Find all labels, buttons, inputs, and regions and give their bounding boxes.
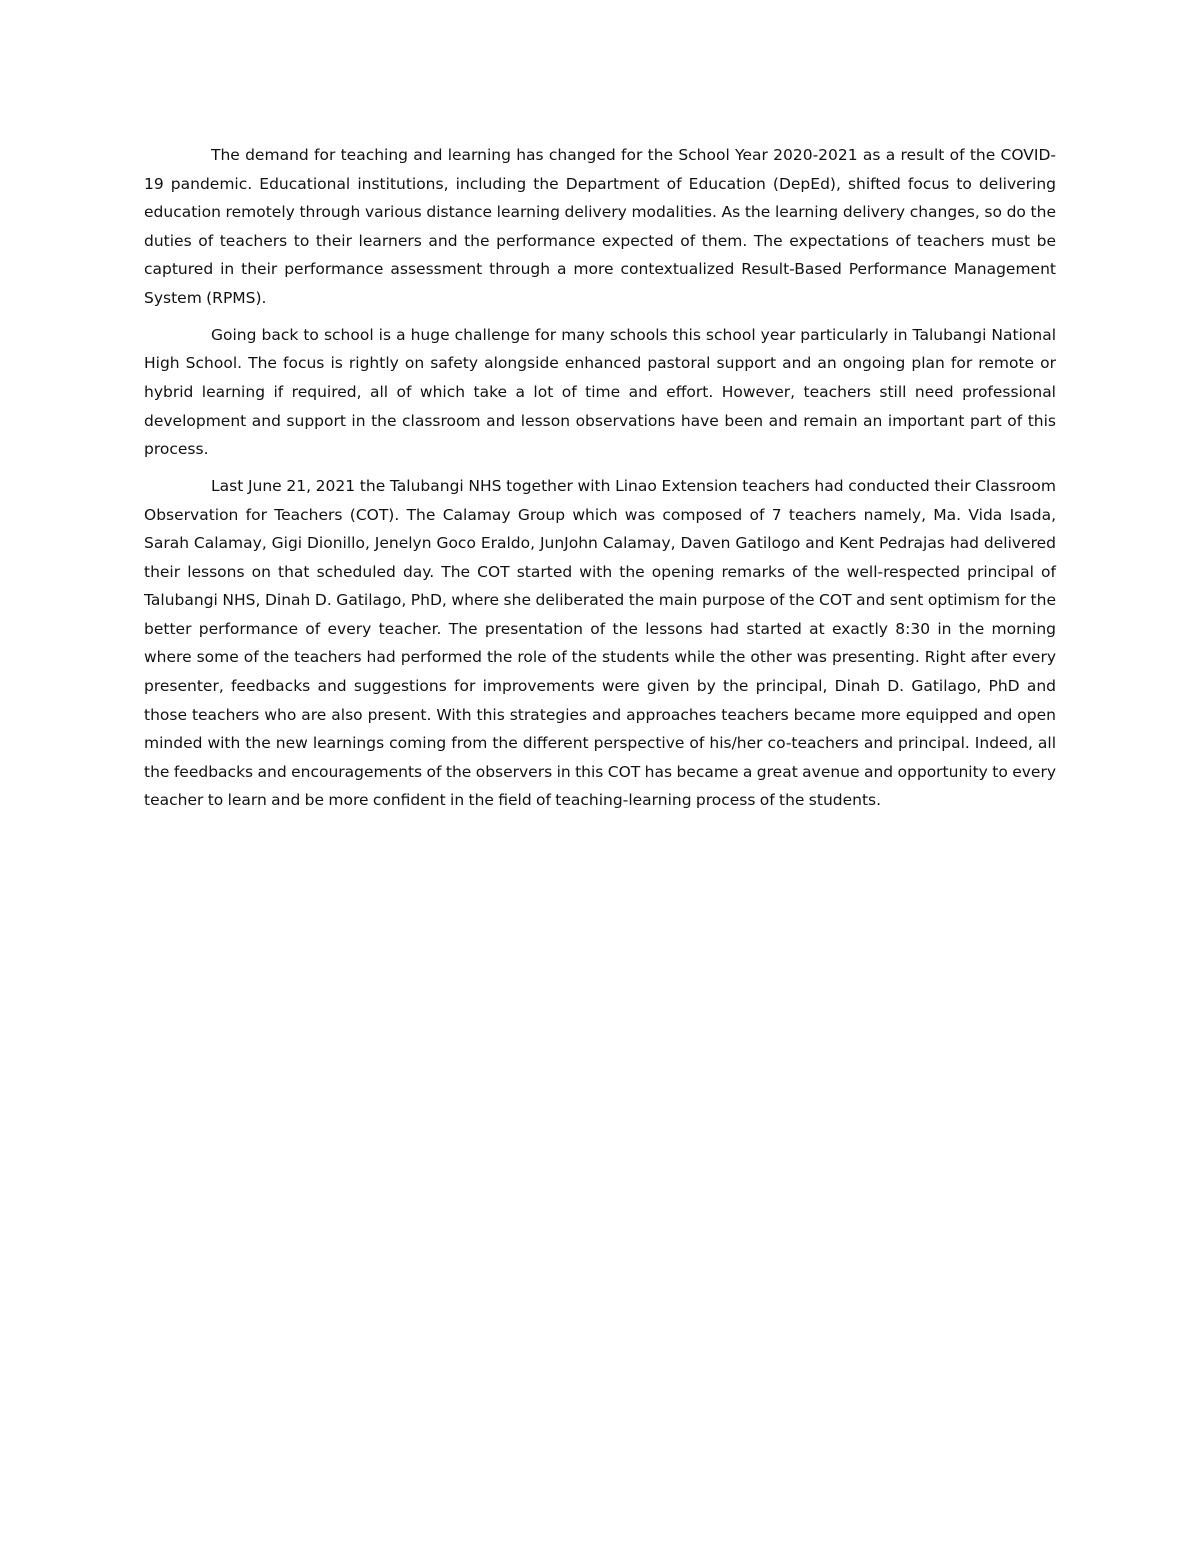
paragraph-cot-report: Last June 21, 2021 the Talubangi NHS together with Linao Extension teachers had conducted their Classroom Observation for Teachers (COT). The Calamay Group which was composed of 7 teachers namely, Ma. Vida Isada, Sarah Calamay, Gigi Dionillo, Jenelyn Goco Eraldo, JunJohn Calamay, Daven Gatilogo and Kent Pedrajas had delivered their lessons on that scheduled day. The COT started with the opening remarks of the well-respected principal of Talubangi NHS, Dinah D. Gatilago, PhD, where she deliberated the main purpose of the COT and sent optimism for the better performance of every teacher. The presentation of the lessons had started at exactly 8:30 in the morning where some of the teachers had performed the role of the students while the other was presenting. Right after every presenter, feedbacks and suggestions for improvements were given by the principal, Dinah D. Gatilago, PhD and those teachers who are also present. With this strategies and approaches teachers became more equipped and open minded with the new learnings coming from the different perspective of his/her co-teachers and principal. Indeed, all the feedbacks and encouragements of the observers in this COT has became a great avenue and opportunity to every teacher to learn and be more confident in the field of teaching-learning process of the students. — [144, 476, 1056, 810]
paragraph-remote-learning: The demand for teaching and learning has changed for the School Year 2020-2021 as a result of the COVID-19 pandemic. Educational institutions, including the Department of Education (DepEd), shifted focus to delivering education remotely through various distance learning delivery modalities. As the learning delivery changes, so do the duties of teachers to their learners and the performance expected of them. The expectations of teachers must be captured in their performance assessment through a more contextualized Result-Based Performance Management System (RPMS). — [144, 146, 1056, 307]
paragraph-back-to-school: Going back to school is a huge challenge for many schools this school year particularly in Talubangi National High School. The focus is rightly on safety alongside enhanced pastoral support and an ongoing plan for remote or hybrid learning if required, all of which take a lot of time and effort. However, teachers still need professional development and support in the classroom and lesson observations have been and remain an important part of this process. — [144, 325, 1056, 459]
document-body — [144, 141, 1056, 823]
